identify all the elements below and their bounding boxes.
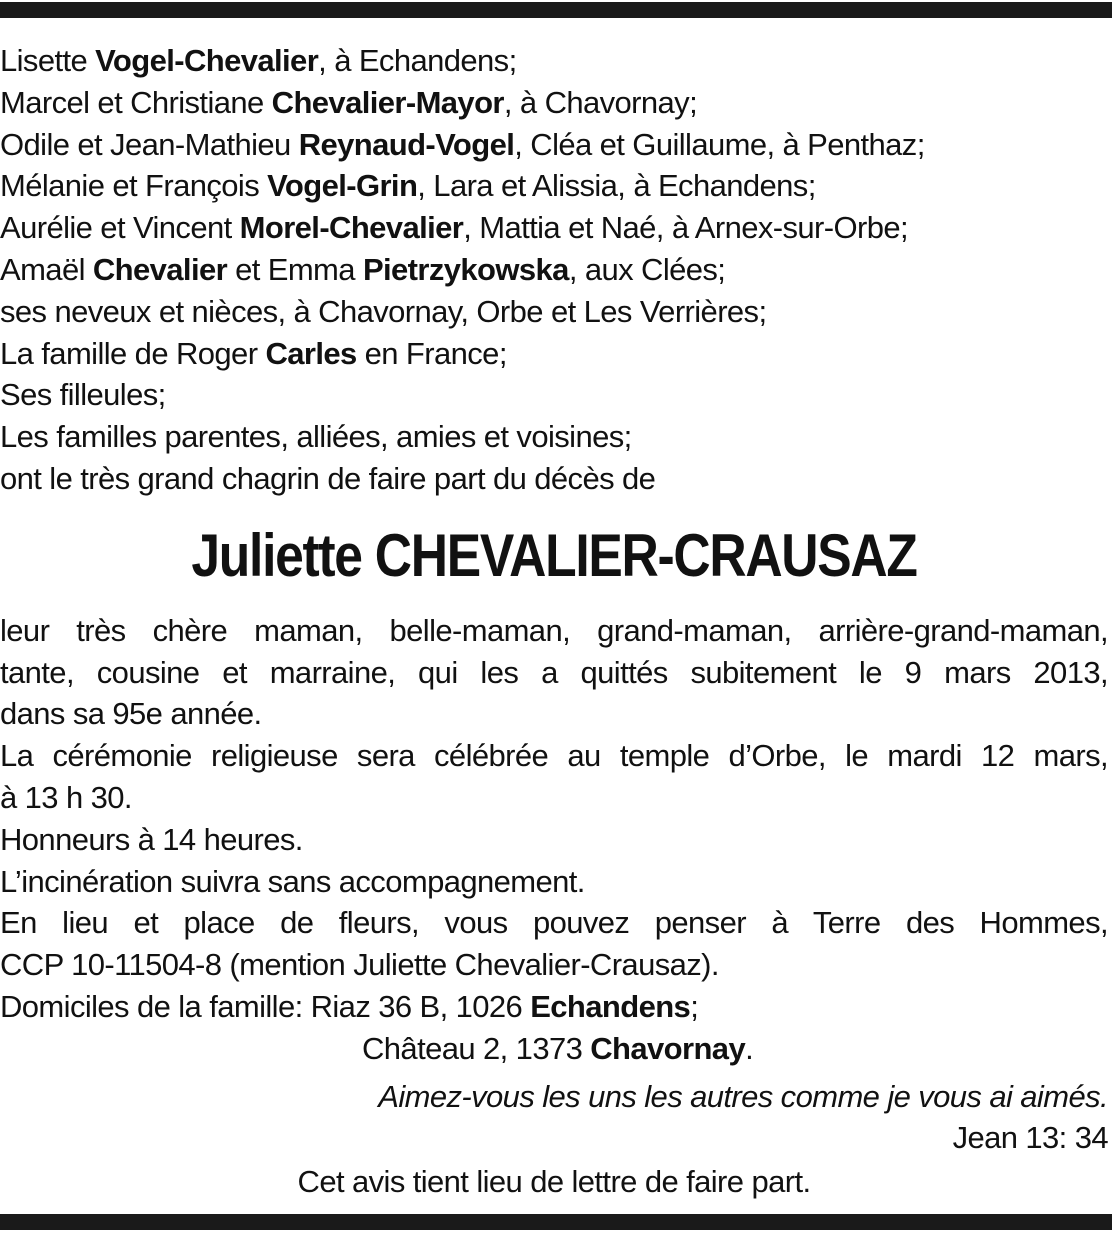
family-line: Aurélie et Vincent Morel-Chevalier, Mattia et Naé, à Arnex-sur-Orbe; (0, 210, 909, 246)
family-line: Mélanie et François Vogel-Grin, Lara et Alissia, à Echandens; (0, 168, 816, 204)
donation-line: En lieu et place de fleurs, vous pouvez penser à Terre des Hommes, (0, 905, 1108, 941)
address-line: Château 2, 1373 Chavornay. (362, 1030, 754, 1066)
godchildren-line: Ses filleules; (0, 377, 166, 413)
family-line: Lisette Vogel-Chevalier, à Echandens; (0, 43, 517, 78)
bio-line: leur très chère maman, belle-maman, grand-maman, arrière-grand-maman, (0, 612, 1108, 648)
bio-line: tante, cousine et marraine, qui les a quittés subitement le 9 mars 2013, (0, 654, 1108, 690)
address-line: Domiciles de la famille: Riaz 36 B, 1026 Echandens; (0, 988, 699, 1024)
ceremony-line: à 13 h 30. (0, 779, 132, 815)
donation-line: CCP 10-11504-8 (mention Juliette Chevalier-Crausaz). (0, 947, 719, 983)
deceased-name: Juliette CHEVALIER-CRAUSAZ (191, 521, 917, 589)
address-town: Chavornay (590, 1030, 746, 1066)
bio-line: dans sa 95e année. (0, 696, 262, 732)
family-surname: Morel-Chevalier (239, 210, 464, 246)
family-line: Odile et Jean-Mathieu Reynaud-Vogel, Cléa et Guillaume, à Penthaz; (0, 126, 925, 162)
announcement-line: ont le très grand chagrin de faire part du décès de (0, 460, 656, 496)
verse-reference: Jean 13: 34 (952, 1120, 1108, 1156)
bottom-rule (0, 1214, 1112, 1230)
family-surname: Vogel-Chevalier (95, 43, 319, 78)
nephews-line: ses neveux et nièces, à Chavornay, Orbe et Les Verrières; (0, 293, 767, 329)
honours-line: Honneurs à 14 heures. (0, 821, 303, 857)
family-surname: Pietrzykowska (362, 251, 569, 287)
ceremony-line: La cérémonie religieuse sera célébrée au temple d’Orbe, le mardi 12 mars, (0, 738, 1108, 774)
family-surname: Carles (265, 335, 357, 371)
top-rule (0, 2, 1112, 18)
address-town: Echandens (530, 988, 691, 1024)
bible-verse: Aimez-vous les uns les autres comme je vous ai aimés. (378, 1078, 1108, 1114)
family-surname: Chevalier-Mayor (271, 84, 504, 120)
family-surname: Vogel-Grin (267, 168, 418, 204)
family-line: Amaël Chevalier et Emma Pietrzykowska, aux Clées; (0, 251, 726, 287)
family-surname: Chevalier (92, 251, 228, 287)
family-line: Marcel et Christiane Chevalier-Mayor, à Chavornay; (0, 84, 698, 120)
families-line: Les familles parentes, alliées, amies et voisines; (0, 419, 632, 455)
family-line: La famille de Roger Carles en France; (0, 335, 507, 371)
closing-note: Cet avis tient lieu de lettre de faire part. (297, 1164, 811, 1200)
family-surname: Reynaud-Vogel (298, 126, 515, 162)
incineration-line: L’incinération suivra sans accompagnement. (0, 863, 585, 899)
death-notice (0, 40, 1108, 1203)
